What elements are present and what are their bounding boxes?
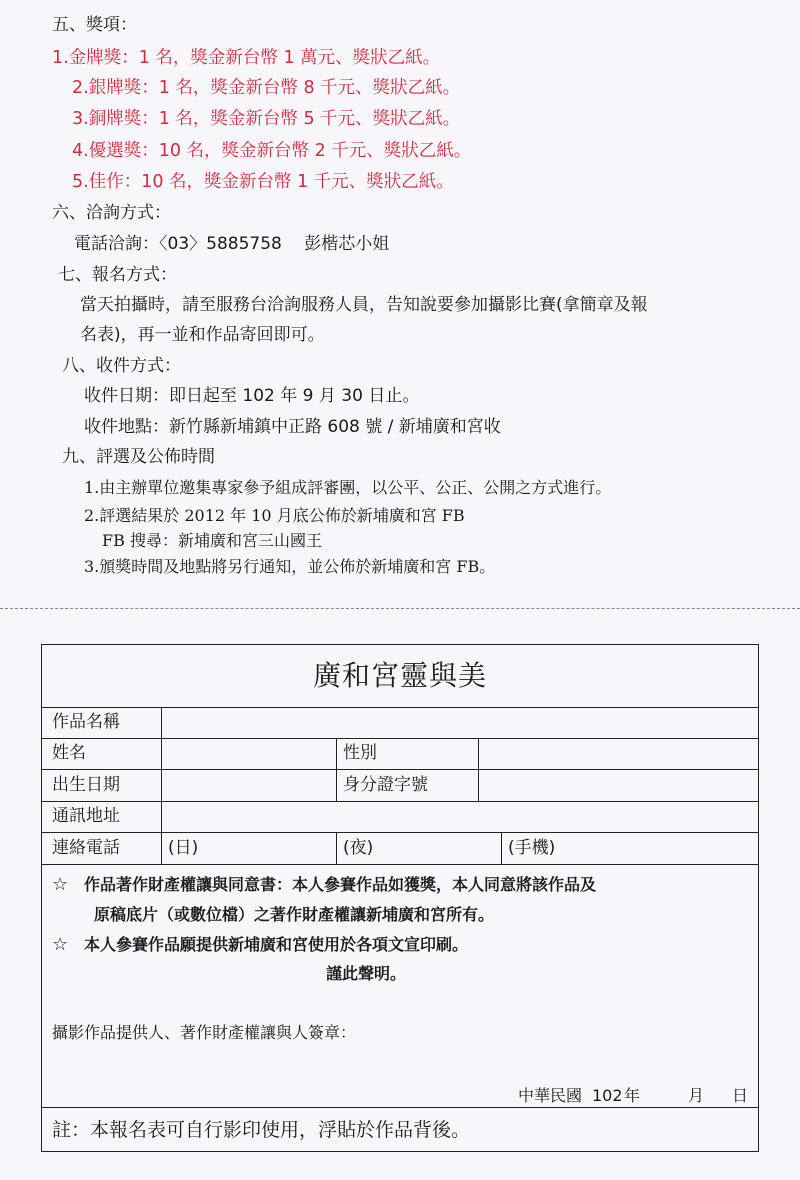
judging-item2b: FB 搜尋：新埔廣和宮三山國王 [102,531,322,550]
date-year-unit: 年 [624,1086,641,1105]
collection-date: 收件日期：即日起至 102 年 9 月 30 日止。 [84,386,420,406]
consent-line1: 作品著作財產權讓與同意書：本人參賽作品如獲獎，本人同意將該作品及 [84,875,597,894]
address-field[interactable] [172,805,752,829]
address-label: 通訊地址 [52,806,120,826]
contact-phone: 電話洽詢：〈03〉5885758 彭楷芯小姐 [74,234,390,254]
form-rule [42,864,758,865]
name-field[interactable] [172,742,327,766]
star-icon: ☆ [52,934,69,955]
id-number-field[interactable] [487,774,752,798]
judging-item3: 3.頒獎時間及地點將另行通知，並公佈於新埔廣和宮 FB。 [84,557,496,576]
signup-line1: 當天拍攝時，請至服務台洽詢服務人員，告知說要參加攝影比賽(拿簡章及報 [80,295,648,315]
judging-heading: 九、評選及公佈時間 [62,447,215,467]
award-honorable: 5.佳作：10 名，獎金新台幣 1 千元、獎狀乙紙。 [72,172,454,192]
award-silver: 2.銀牌獎：1 名，獎金新台幣 8 千元、獎狀乙紙。 [72,78,461,98]
form-note: 註：本報名表可自行影印使用，浮貼於作品背後。 [52,1119,471,1141]
date-month-unit: 月 [688,1086,705,1105]
signature-label: 攝影作品提供人、著作財產權讓與人簽章： [52,1023,357,1042]
work-name-field[interactable] [172,711,752,735]
collection-place: 收件地點：新竹縣新埔鎮中正路 608 號 / 新埔廣和宮收 [84,417,501,437]
date-prefix: 中華民國 [518,1086,583,1105]
declaration: 謹此聲明。 [326,964,407,983]
judging-item2: 2.評選結果於 2012 年 10 月底公佈於新埔廣和宮 FB [84,506,465,525]
form-rule [336,832,337,864]
awards-heading: 五、獎項： [52,15,137,35]
form-title: 廣和宮靈與美 [312,659,487,692]
work-name-label: 作品名稱 [52,712,120,732]
consent-usage: 本人參賽作品願提供新埔廣和宮使用於各項文宣印刷。 [84,935,469,954]
phone-label: 連絡電話 [52,838,120,858]
id-number-label: 身分證字號 [343,775,428,795]
phone-night-field[interactable]: (夜) [343,838,374,858]
form-rule [336,738,337,801]
judging-item1: 1.由主辦單位邀集專家參予組成評審團，以公平、公正、公開之方式進行。 [84,478,612,497]
signup-line2: 名表)，再一並和作品寄回即可。 [80,325,325,345]
name-label: 姓名 [52,743,86,763]
form-rule [161,707,162,864]
award-merit: 4.優選獎：10 名，獎金新台幣 2 千元、獎狀乙紙。 [72,141,472,161]
form-rule [42,832,758,833]
form-rule [501,832,502,864]
birth-label: 出生日期 [52,775,120,795]
form-rule [42,769,758,770]
award-gold: 1.金牌獎：1 名，獎金新台幣 1 萬元、獎狀乙紙。 [52,48,441,68]
form-rule [42,801,758,802]
form-rule [478,738,479,801]
phone-day-field[interactable]: (日) [168,838,199,858]
date-day-unit: 日 [732,1086,749,1105]
gender-label: 性別 [343,743,377,763]
form-rule [42,707,758,708]
collection-heading: 八、收件方式： [62,356,181,376]
cut-line [0,608,800,609]
gender-field[interactable] [487,742,752,766]
birth-field[interactable] [172,774,327,798]
consent-line2: 原稿底片（或數位檔）之著作財產權讓新埔廣和宮所有。 [94,905,495,924]
phone-mobile-field[interactable]: (手機) [508,838,556,858]
contact-heading: 六、洽詢方式： [52,203,171,223]
award-bronze: 3.銅牌獎：1 名，獎金新台幣 5 千元、獎狀乙紙。 [72,109,461,129]
star-icon: ☆ [52,874,69,895]
form-rule [42,738,758,739]
form-rule [42,1107,758,1108]
signup-heading: 七、報名方式： [58,265,177,285]
date-year: 102 [592,1086,623,1105]
entry-form [41,644,759,1152]
